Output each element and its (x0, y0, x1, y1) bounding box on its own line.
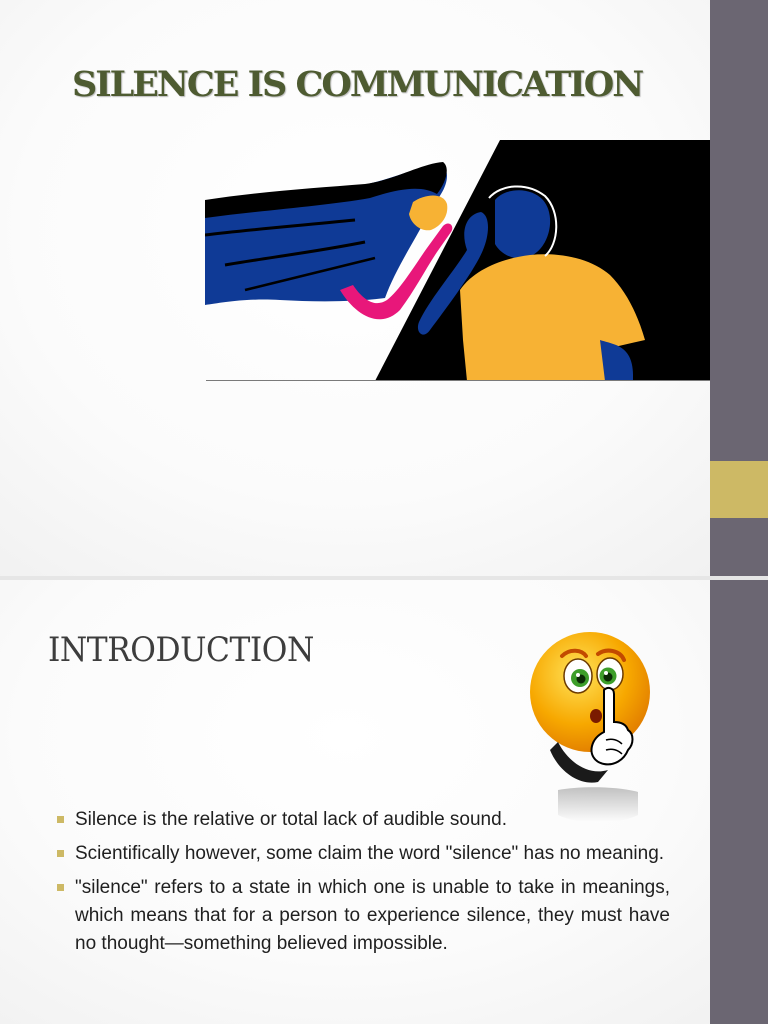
slide-title: SILENCE IS COMMUNICATION (72, 64, 643, 105)
sidebar-bar (710, 580, 768, 1024)
bullet-marker (57, 816, 64, 823)
bullet-item (55, 840, 670, 868)
bullet-text: Silence is the relative or total lack of audible sound. (75, 809, 507, 830)
bullet-item (55, 806, 670, 834)
bullet-item (55, 874, 670, 958)
bullet-text: Scientifically however, some claim the word "silence" has no meaning. (75, 843, 665, 864)
bullet-marker (57, 850, 64, 857)
bullet-marker (57, 884, 64, 891)
whisper-illustration (205, 140, 710, 381)
bullet-text: "silence" refers to a state in which one is unable to take in meanings, which means that for a person to experience silence, they must have no thought—something believed impossible. (75, 877, 670, 954)
slide-title: INTRODUCTION (48, 630, 314, 670)
sidebar-accent (710, 461, 768, 518)
slide-2 (0, 580, 768, 1024)
image-baseline (206, 380, 710, 381)
bullet-list (55, 806, 670, 964)
